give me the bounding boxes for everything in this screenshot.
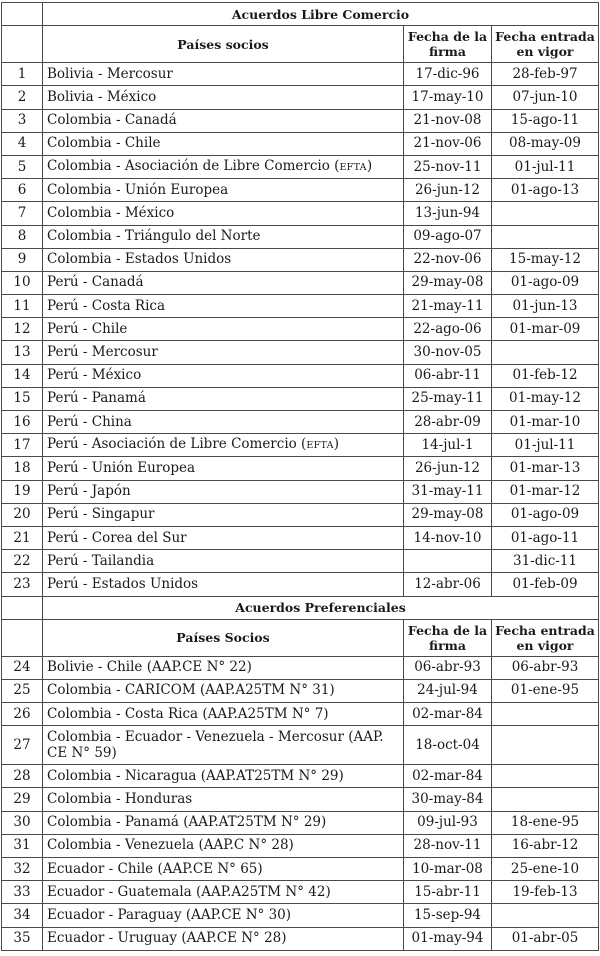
row-number: 5 [2, 155, 43, 178]
row-effective-date: 01-mar-09 [492, 318, 599, 341]
row-number: 32 [2, 858, 43, 881]
row-effective-date: 06-abr-93 [492, 656, 599, 679]
table-row [2, 132, 599, 155]
partners-text: Perú - Asociación de Libre Comercio ( [47, 436, 307, 453]
row-signing-date: 14-jul-1 [404, 434, 492, 457]
row-effective-date: 01-ago-09 [492, 503, 599, 526]
table-row [2, 411, 599, 434]
libre-header-firma: Fecha de la firma [404, 26, 492, 63]
row-number: 19 [2, 480, 43, 503]
table-row [2, 271, 599, 294]
table-row [2, 155, 599, 178]
partners-text: Colombia - Asociación de Libre Comercio ( [47, 158, 340, 175]
row-partners [43, 155, 404, 178]
row-signing-date: 02-mar-84 [404, 765, 492, 788]
row-number: 21 [2, 526, 43, 549]
row-number: 16 [2, 411, 43, 434]
row-signing-date: 09-jul-93 [404, 811, 492, 834]
pref-header-firma: Fecha de la firma [404, 619, 492, 656]
row-effective-date [492, 202, 599, 225]
row-signing-date: 17-may-10 [404, 86, 492, 109]
pref-header-paises: Países Socios [43, 619, 404, 656]
row-partners: Ecuador - Chile (AAP.CE N° 65) [43, 858, 404, 881]
table-row [2, 656, 599, 679]
row-number: 2 [2, 86, 43, 109]
table-row [2, 503, 599, 526]
table-row [2, 318, 599, 341]
row-partners: Perú - Mercosur [43, 341, 404, 364]
row-partners: Colombia - Ecuador - Venezuela - Mercosur (AAP. CE N° 59) [43, 726, 404, 765]
row-partners: Perú - Chile [43, 318, 404, 341]
pref-section-title: Acuerdos Preferenciales [43, 596, 599, 619]
row-partners: Colombia - CARICOM (AAP.A25TM N° 31) [43, 679, 404, 702]
section-blank-cell [2, 596, 43, 619]
row-number: 31 [2, 834, 43, 857]
row-signing-date: 12-abr-06 [404, 573, 492, 596]
partners-abbrev: EFTA [339, 162, 367, 174]
row-signing-date: 26-jun-12 [404, 457, 492, 480]
row-number: 10 [2, 271, 43, 294]
table-row [2, 179, 599, 202]
row-effective-date [492, 788, 599, 811]
table-row [2, 834, 599, 857]
row-signing-date: 25-nov-11 [404, 155, 492, 178]
row-number: 15 [2, 387, 43, 410]
row-partners: Colombia - Canadá [43, 109, 404, 132]
row-partners: Perú - China [43, 411, 404, 434]
row-effective-date: 18-ene-95 [492, 811, 599, 834]
row-partners: Bolivia - Mercosur [43, 63, 404, 86]
row-number: 30 [2, 811, 43, 834]
row-signing-date: 21-nov-06 [404, 132, 492, 155]
row-effective-date: 01-may-12 [492, 387, 599, 410]
row-number: 27 [2, 726, 43, 765]
row-effective-date: 01-jul-11 [492, 434, 599, 457]
row-effective-date [492, 225, 599, 248]
row-number: 9 [2, 248, 43, 271]
row-number: 17 [2, 434, 43, 457]
row-number: 1 [2, 63, 43, 86]
row-number: 33 [2, 881, 43, 904]
row-signing-date: 22-nov-06 [404, 248, 492, 271]
partners-close: ) [333, 436, 340, 453]
row-effective-date: 01-mar-12 [492, 480, 599, 503]
table-row [2, 387, 599, 410]
row-effective-date: 01-mar-13 [492, 457, 599, 480]
row-signing-date: 28-abr-09 [404, 411, 492, 434]
row-signing-date: 06-abr-93 [404, 656, 492, 679]
table-row [2, 858, 599, 881]
row-number: 29 [2, 788, 43, 811]
libre-header-vigor: Fecha entrada en vigor [492, 26, 599, 63]
row-signing-date: 21-may-11 [404, 295, 492, 318]
row-number: 11 [2, 295, 43, 318]
row-number: 24 [2, 656, 43, 679]
partners-abbrev: EFTA [306, 440, 334, 452]
table-row [2, 726, 599, 765]
row-signing-date: 14-nov-10 [404, 526, 492, 549]
row-signing-date: 15-sep-94 [404, 904, 492, 927]
row-number: 26 [2, 703, 43, 726]
table-row [2, 295, 599, 318]
row-number: 12 [2, 318, 43, 341]
libre-section-title: Acuerdos Libre Comercio [43, 3, 599, 26]
table-row [2, 573, 599, 596]
row-effective-date [492, 703, 599, 726]
table-row [2, 341, 599, 364]
row-number: 20 [2, 503, 43, 526]
table-row [2, 788, 599, 811]
row-signing-date: 09-ago-07 [404, 225, 492, 248]
row-effective-date: 19-feb-13 [492, 881, 599, 904]
row-partners: Perú - Japón [43, 480, 404, 503]
agreements-table-body [2, 3, 599, 951]
row-effective-date: 01-feb-12 [492, 364, 599, 387]
table-row [2, 202, 599, 225]
agreements-table [1, 2, 599, 951]
table-row [2, 109, 599, 132]
row-effective-date: 01-feb-09 [492, 573, 599, 596]
row-signing-date: 10-mar-08 [404, 858, 492, 881]
row-partners: Colombia - Costa Rica (AAP.A25TM N° 7) [43, 703, 404, 726]
table-row [2, 679, 599, 702]
row-partners: Perú - Costa Rica [43, 295, 404, 318]
table-row [2, 364, 599, 387]
header-blank-cell [2, 26, 43, 63]
row-number: 3 [2, 109, 43, 132]
row-effective-date: 08-may-09 [492, 132, 599, 155]
header-blank-cell [2, 619, 43, 656]
row-effective-date: 15-ago-11 [492, 109, 599, 132]
row-effective-date: 31-dic-11 [492, 550, 599, 573]
pref-header-row [2, 619, 599, 656]
row-partners: Perú - Corea del Sur [43, 526, 404, 549]
row-partners: Bolivie - Chile (AAP.CE N° 22) [43, 656, 404, 679]
row-number: 18 [2, 457, 43, 480]
row-effective-date [492, 726, 599, 765]
table-row [2, 904, 599, 927]
row-signing-date: 18-oct-04 [404, 726, 492, 765]
table-row [2, 86, 599, 109]
row-partners: Ecuador - Uruguay (AAP.CE N° 28) [43, 927, 404, 950]
table-row [2, 881, 599, 904]
row-number: 8 [2, 225, 43, 248]
row-partners: Colombia - Triángulo del Norte [43, 225, 404, 248]
row-partners: Colombia - Unión Europea [43, 179, 404, 202]
row-partners: Colombia - Estados Unidos [43, 248, 404, 271]
row-partners: Colombia - Honduras [43, 788, 404, 811]
row-partners: Perú - Panamá [43, 387, 404, 410]
row-signing-date: 30-may-84 [404, 788, 492, 811]
row-signing-date: 25-may-11 [404, 387, 492, 410]
row-number: 35 [2, 927, 43, 950]
row-signing-date: 26-jun-12 [404, 179, 492, 202]
row-effective-date: 28-feb-97 [492, 63, 599, 86]
row-effective-date: 01-ago-11 [492, 526, 599, 549]
table-row [2, 550, 599, 573]
row-signing-date: 01-may-94 [404, 927, 492, 950]
row-number: 14 [2, 364, 43, 387]
row-partners: Perú - Unión Europea [43, 457, 404, 480]
table-row [2, 526, 599, 549]
row-effective-date: 07-jun-10 [492, 86, 599, 109]
row-signing-date: 13-jun-94 [404, 202, 492, 225]
row-partners: Ecuador - Paraguay (AAP.CE N° 30) [43, 904, 404, 927]
row-number: 23 [2, 573, 43, 596]
row-effective-date [492, 904, 599, 927]
table-row [2, 703, 599, 726]
row-signing-date: 21-nov-08 [404, 109, 492, 132]
row-partners: Colombia - Chile [43, 132, 404, 155]
row-partners: Colombia - Nicaragua (AAP.AT25TM N° 29) [43, 765, 404, 788]
row-number: 28 [2, 765, 43, 788]
row-number: 13 [2, 341, 43, 364]
row-partners: Bolivia - México [43, 86, 404, 109]
row-effective-date: 25-ene-10 [492, 858, 599, 881]
row-signing-date: 22-ago-06 [404, 318, 492, 341]
row-number: 22 [2, 550, 43, 573]
row-partners: Colombia - Venezuela (AAP.C N° 28) [43, 834, 404, 857]
table-row [2, 63, 599, 86]
row-effective-date: 01-ene-95 [492, 679, 599, 702]
libre-header-paises: Países socios [43, 26, 404, 63]
row-partners: Perú - Canadá [43, 271, 404, 294]
row-effective-date: 01-jun-13 [492, 295, 599, 318]
row-effective-date: 01-abr-05 [492, 927, 599, 950]
row-partners: Perú - México [43, 364, 404, 387]
table-row [2, 434, 599, 457]
libre-header-row [2, 26, 599, 63]
row-number: 25 [2, 679, 43, 702]
row-signing-date: 02-mar-84 [404, 703, 492, 726]
row-number: 34 [2, 904, 43, 927]
row-signing-date: 31-may-11 [404, 480, 492, 503]
table-row [2, 811, 599, 834]
table-row [2, 248, 599, 271]
row-partners: Perú - Estados Unidos [43, 573, 404, 596]
row-effective-date [492, 341, 599, 364]
row-signing-date: 28-nov-11 [404, 834, 492, 857]
row-partners: Perú - Singapur [43, 503, 404, 526]
row-number: 4 [2, 132, 43, 155]
row-signing-date: 15-abr-11 [404, 881, 492, 904]
section-blank-cell [2, 3, 43, 26]
row-signing-date [404, 550, 492, 573]
row-signing-date: 24-jul-94 [404, 679, 492, 702]
row-effective-date: 01-mar-10 [492, 411, 599, 434]
row-effective-date: 16-abr-12 [492, 834, 599, 857]
row-signing-date: 29-may-08 [404, 503, 492, 526]
row-signing-date: 06-abr-11 [404, 364, 492, 387]
table-row [2, 927, 599, 950]
libre-section-row [2, 3, 599, 26]
partners-close: ) [366, 158, 373, 175]
row-effective-date: 01-ago-09 [492, 271, 599, 294]
table-row [2, 480, 599, 503]
row-signing-date: 29-may-08 [404, 271, 492, 294]
row-effective-date: 15-may-12 [492, 248, 599, 271]
table-row [2, 457, 599, 480]
row-partners [43, 434, 404, 457]
row-effective-date: 01-ago-13 [492, 179, 599, 202]
row-partners: Ecuador - Guatemala (AAP.A25TM N° 42) [43, 881, 404, 904]
row-partners: Colombia - Panamá (AAP.AT25TM N° 29) [43, 811, 404, 834]
pref-section-row [2, 596, 599, 619]
row-effective-date: 01-jul-11 [492, 155, 599, 178]
row-signing-date: 30-nov-05 [404, 341, 492, 364]
row-partners: Colombia - México [43, 202, 404, 225]
row-number: 7 [2, 202, 43, 225]
row-effective-date [492, 765, 599, 788]
table-row [2, 225, 599, 248]
row-number: 6 [2, 179, 43, 202]
table-row [2, 765, 599, 788]
pref-header-vigor: Fecha entrada en vigor [492, 619, 599, 656]
row-signing-date: 17-dic-96 [404, 63, 492, 86]
row-partners: Perú - Tailandia [43, 550, 404, 573]
